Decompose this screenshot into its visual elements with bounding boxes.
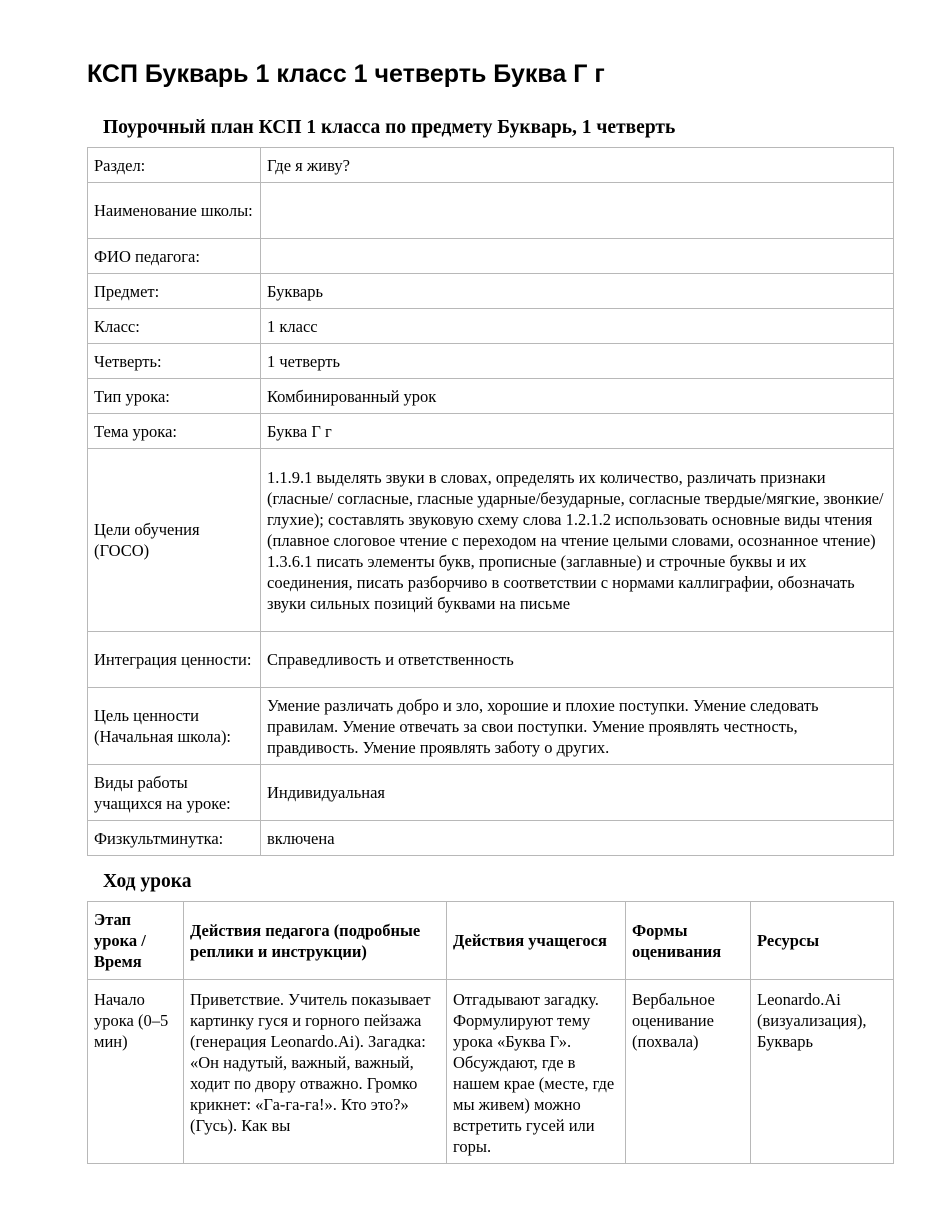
table-header-row xyxy=(88,902,894,980)
row-label: Предмет: xyxy=(88,274,261,309)
row-label: Класс: xyxy=(88,309,261,344)
table-row xyxy=(88,344,894,379)
cell-stage: Начало урока (0–5 мин) xyxy=(88,980,184,1164)
row-value xyxy=(261,183,894,239)
table-row xyxy=(88,379,894,414)
row-value: 1.1.9.1 выделять звуки в словах, определять их количество, различать признаки (гласные/ согласные, гласные ударные/безударные, согласные твердые/мягкие, звонкие/глухие); составлять звуковую схему слова 1.2.1.2 использовать основные виды чтения (плавное слоговое чтение с переходом на чтение целыми словами, осознанное чтение) 1.3.6.1 писать элементы букв, прописные (заглавные) и строчные буквы и их соединения, писать разборчиво в соответствии с нормами каллиграфии, обозначать звуки сильных позиций буквами на письме xyxy=(261,449,894,632)
row-value: 1 класс xyxy=(261,309,894,344)
cell-resources: Leonardo.Ai (визуализация), Букварь xyxy=(751,980,894,1164)
row-value xyxy=(261,239,894,274)
row-label: Физкультминутка: xyxy=(88,821,261,856)
row-value: Букварь xyxy=(261,274,894,309)
row-label: Цель ценности (Начальная школа): xyxy=(88,688,261,765)
cell-assessment: Вербальное оценивание (похвала) xyxy=(626,980,751,1164)
row-label: Наименование школы: xyxy=(88,183,261,239)
row-value: Справедливость и ответственность xyxy=(261,632,894,688)
row-value: Умение различать добро и зло, хорошие и плохие поступки. Умение следовать правилам. Умение отвечать за свои поступки. Умение проявлять честность, правдивость. Умение проявлять заботу о других. xyxy=(261,688,894,765)
row-label: Виды работы учащихся на уроке: xyxy=(88,765,261,821)
row-value: Где я живу? xyxy=(261,148,894,183)
table-row xyxy=(88,239,894,274)
row-label: Раздел: xyxy=(88,148,261,183)
header-resources: Ресурсы xyxy=(751,902,894,980)
cell-student-actions: Отгадывают загадку. Формулируют тему урока «Буква Г». Обсуждают, где в нашем крае (месте, где мы живем) можно встретить гусей или горы. xyxy=(447,980,626,1164)
plan-heading: Поурочный план КСП 1 класса по предмету Букварь, 1 четверть xyxy=(103,117,676,138)
cell-teacher-actions: Приветствие. Учитель показывает картинку гуся и горного пейзажа (генерация Leonardo.Ai). Загадка: «Он надутый, важный, важный, ходит по двору отважно. Громко крикнет: «Га-га-га!». Кто это?» (Гусь). Как вы xyxy=(184,980,447,1164)
table-row xyxy=(88,274,894,309)
lesson-progress-heading: Ход урока xyxy=(103,871,192,892)
lesson-info-table xyxy=(87,147,894,856)
row-value: 1 четверть xyxy=(261,344,894,379)
row-label: Четверть: xyxy=(88,344,261,379)
table-row xyxy=(88,980,894,1164)
row-label: Интеграция ценности: xyxy=(88,632,261,688)
row-label: Цели обучения (ГОСО) xyxy=(88,449,261,632)
header-assessment: Формы оценивания xyxy=(626,902,751,980)
header-teacher-actions: Действия педагога (подробные реплики и инструкции) xyxy=(184,902,447,980)
table-row xyxy=(88,414,894,449)
row-value: Комбинированный урок xyxy=(261,379,894,414)
header-stage: Этап урока / Время xyxy=(88,902,184,980)
table-row xyxy=(88,148,894,183)
row-label: Тема урока: xyxy=(88,414,261,449)
row-label: ФИО педагога: xyxy=(88,239,261,274)
document-title: КСП Букварь 1 класс 1 четверть Буква Г г xyxy=(87,60,605,88)
table-row xyxy=(88,821,894,856)
row-value: включена xyxy=(261,821,894,856)
table-row xyxy=(88,183,894,239)
header-student-actions: Действия учащегося xyxy=(447,902,626,980)
row-value: Буква Г г xyxy=(261,414,894,449)
lesson-progress-table xyxy=(87,901,894,1164)
table-row xyxy=(88,309,894,344)
table-row xyxy=(88,632,894,688)
table-row xyxy=(88,449,894,632)
row-value: Индивидуальная xyxy=(261,765,894,821)
table-row xyxy=(88,765,894,821)
row-label: Тип урока: xyxy=(88,379,261,414)
table-row xyxy=(88,688,894,765)
